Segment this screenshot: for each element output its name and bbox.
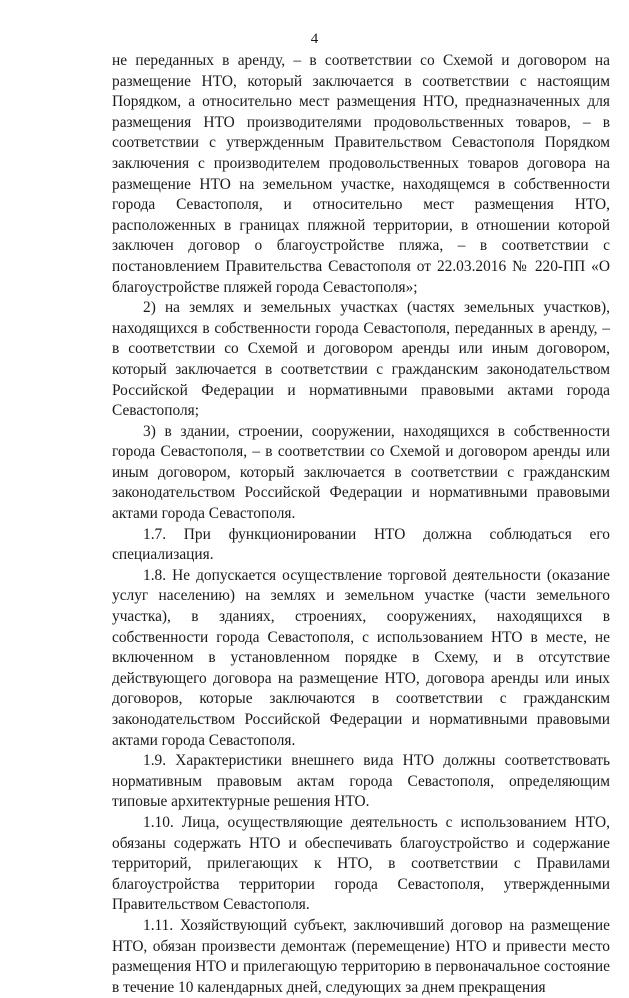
paragraph-1-10: 1.10. Лица, осуществляющие деятельность с использованием НТО, обязаны содержать НТО и обеспечивать благоустройство и содержание территорий, прилегающих к НТО, в соответствии с Правилами благоустройства территории города Севастополя, утвержденными Правительством Севастополя. (112, 813, 610, 914)
page-number: 4 (310, 31, 319, 47)
paragraph-1-8: 1.8. Не допускается осуществление торговой деятельности (оказание услуг населению) на землях и земельном участке (части земельного участка), в зданиях, строениях, сооружениях, находящихся в собственности города Севастополя, с использованием НТО в месте, не включенном в установленном порядке в Схему, и в отсутствие действующего договора на размещение НТО, договора аренды или иных договоров, которые заключаются в соответствии с гражданским законодательством Российской Федерации и нормативными правовыми актами города Севастополя. (112, 566, 610, 749)
paragraph-1-11: 1.11. Хозяйствующий субъект, заключивший договор на размещение НТО, обязан произвести демонтаж (перемещение) НТО и привести место размещения НТО и прилегающую территорию в первоначальное состояние в течение 10 календарных дней, следующих за днем прекращения (112, 916, 610, 996)
paragraph-1-9: 1.9. Характеристики внешнего вида НТО должны соответствовать нормативным правовым актам города Севастополя, определяющим типовые архитектурные решения НТО. (112, 752, 610, 811)
document-body (112, 51, 610, 998)
paragraph-item-2: 2) на землях и земельных участках (частях земельных участков), находящихся в собственности города Севастополя, переданных в аренду, – в соответствии со Схемой и договором аренды или иным договором, который заключается в соответствии с гражданским законодательством Российской Федерации и нормативными правовыми актами города Севастополя; (112, 299, 610, 420)
paragraph-1-7: 1.7. При функционировании НТО должна соблюдаться его специализация. (112, 525, 610, 564)
paragraph-item-3: 3) в здании, строении, сооружении, находящихся в собственности города Севастополя, – в соответствии со Схемой и договором аренды или иным договором, который заключается в соответствии с гражданским законодательством Российской Федерации и нормативными правовыми актами города Севастополя. (112, 422, 610, 523)
paragraph-continuation: не переданных в аренду, – в соответствии со Схемой и договором на размещение НТО, который заключается в соответствии с настоящим Порядком, а относительно мест размещения НТО, предназначенных для размещения НТО производителями продовольственных товаров, – в соответствии с утвержденным Правительством Севастополя Порядком заключения с производителем продовольственных товаров договора на размещение НТО на земельном участке, находящемся в собственности города Севастополя, и относительно мест размещения НТО, расположенных в границах пляжной территории, в отношении которой заключен договор о благоустройстве пляжа, – в соответствии с постановлением Правительства Севастополя от 22.03.2016 № 220-ПП «О благоустройстве пляжей города Севастополя»; (112, 52, 610, 296)
